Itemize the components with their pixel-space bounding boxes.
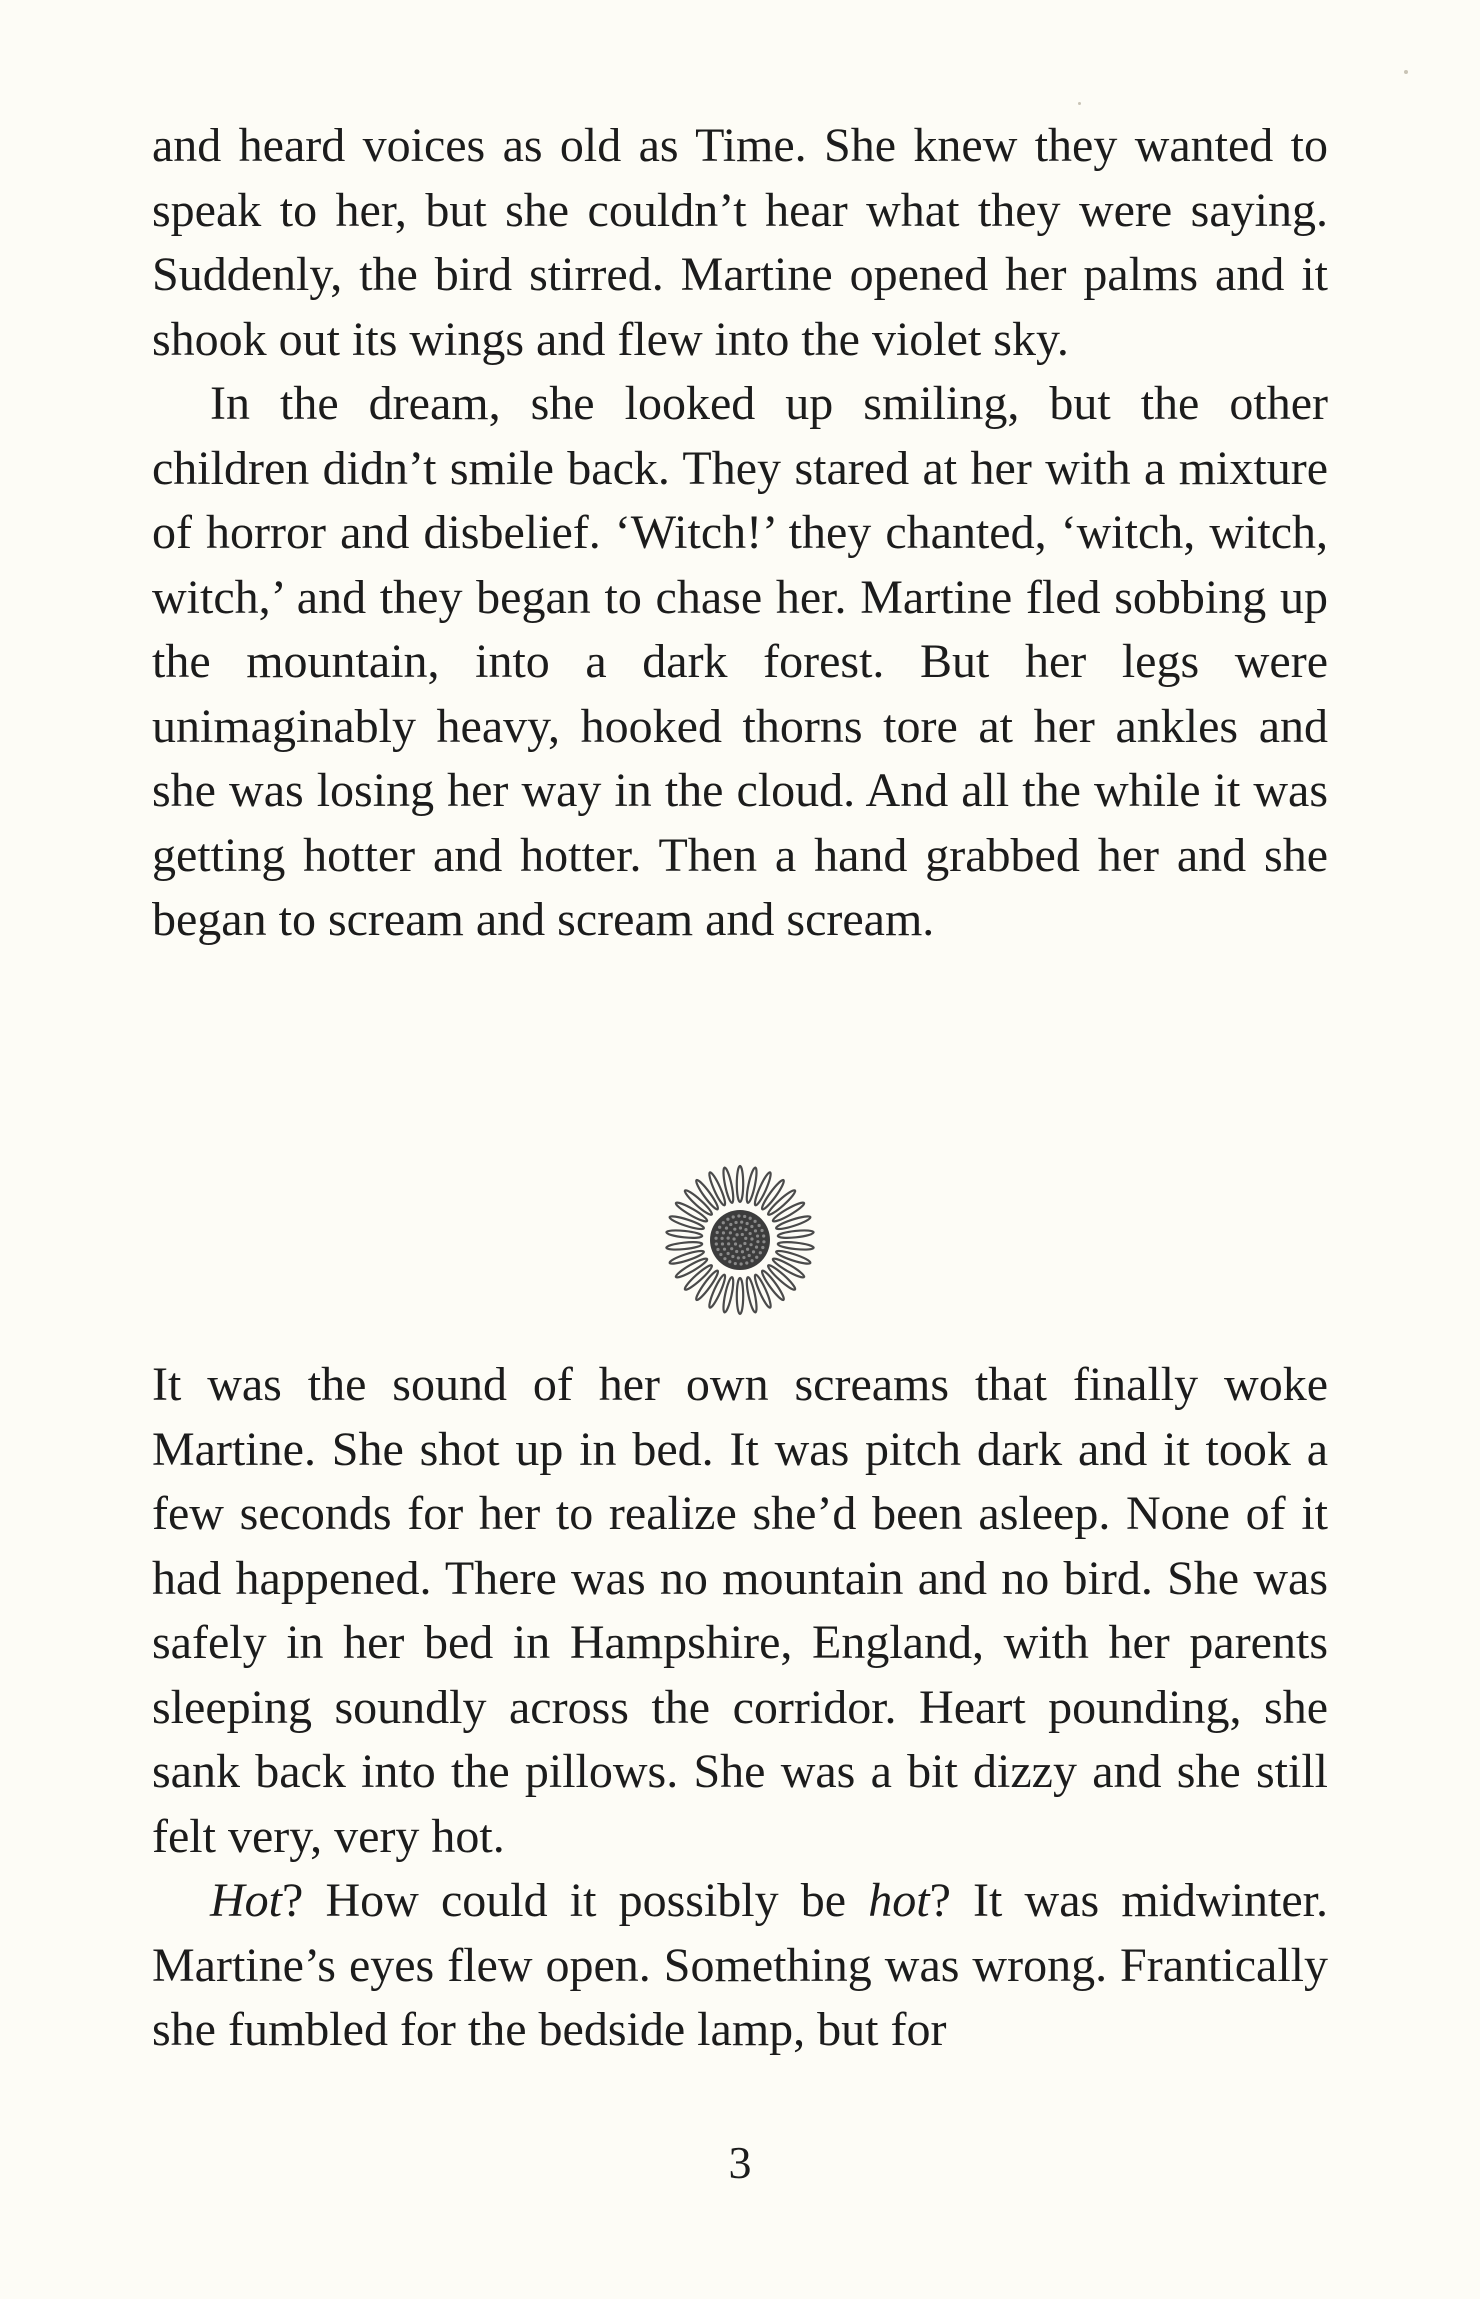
ornament-seed: [727, 1237, 730, 1240]
text-block-top: [152, 114, 1328, 953]
paragraph-p2: [152, 372, 1328, 953]
paragraph-text: In the dream, she looked up smiling, but the other children didn’t smile back. They stared at her with a mixture of horror and disbelief. ‘Witch!’ they chanted, ‘witch, witch, witch,’ and they began to chase her. Martine fled sobbing up the mountain, into a dark forest. But her legs were unimaginably heavy, hooked thorns tore at her ankles and she was losing her way in the cloud. And all the while it was getting hotter and hotter. Then a hand grabbed her and she began to scream and scream and scream.: [152, 377, 1328, 946]
ornament-petal: [777, 1229, 813, 1239]
ornament-seed: [727, 1252, 730, 1255]
ornament-seed: [752, 1250, 755, 1253]
ornament-seed: [756, 1234, 759, 1237]
page-number: 3: [728, 2137, 752, 2188]
ornament-seed: [716, 1231, 719, 1234]
ornament-seed: [731, 1255, 734, 1258]
ornament-seed: [734, 1242, 737, 1245]
ornament-seed: [722, 1221, 725, 1224]
ornament-seed: [762, 1234, 765, 1237]
ornament-seed: [721, 1242, 724, 1245]
ornament-seed: [745, 1261, 748, 1264]
ornament-seed: [716, 1248, 719, 1251]
sunflower-ornament-icon: [660, 1160, 820, 1320]
ornament-seed: [759, 1251, 762, 1254]
ornament-seed: [723, 1257, 726, 1260]
ornament-seed: [744, 1237, 747, 1240]
italic-text: hot: [868, 1874, 930, 1927]
ornament-petal: [775, 1214, 811, 1231]
ornament-seed: [750, 1237, 753, 1240]
ornament-petal: [669, 1214, 705, 1231]
ornament-seed: [741, 1233, 744, 1236]
ornament-petal: [666, 1241, 702, 1251]
ornament-seed: [739, 1262, 742, 1265]
ornament-seed: [715, 1242, 718, 1245]
ornament-seed: [749, 1232, 752, 1235]
ornament-petal: [666, 1229, 702, 1239]
ornament-petal: [775, 1249, 811, 1266]
paper-speck: [1404, 70, 1408, 74]
italic-text: Hot: [210, 1874, 282, 1927]
ornament-seed: [727, 1242, 730, 1245]
ornament-seed: [723, 1248, 726, 1251]
ornament-seed: [762, 1240, 765, 1243]
ornament-seed: [751, 1259, 754, 1262]
paragraph-text: ? How could it possibly be: [282, 1874, 869, 1927]
ornament-seed: [755, 1256, 758, 1259]
ornament-seed: [756, 1240, 759, 1243]
ornament-seed: [746, 1248, 749, 1251]
ornament-seed: [722, 1231, 725, 1234]
ornament-seed: [741, 1250, 744, 1253]
ornament-seed: [743, 1242, 746, 1245]
ornament-seed: [720, 1237, 723, 1240]
ornament-seed: [734, 1221, 737, 1224]
ornament-seed: [753, 1220, 756, 1223]
ornament-seed: [734, 1262, 737, 1265]
text-block-bottom: [152, 1353, 1328, 2063]
ornament-seed: [746, 1222, 749, 1225]
paper-speck: [1078, 102, 1081, 105]
ornament-seed: [719, 1253, 722, 1256]
paragraph-text: It was the sound of her own screams that finally woke Martine. She shot up in bed. It was pitch dark and it took a few seconds for her to realize she’d been asleep. None of it had happened. There was no mountain and no bird. She was safely in her bed in Hampshire, England, with her parents sleeping soundly across the corridor. Heart pounding, she sank back into the pillows. She was a bit dizzy and she still felt very, very hot.: [152, 1358, 1328, 1863]
ornament-seed: [739, 1244, 742, 1247]
ornament-seed: [728, 1260, 731, 1263]
ornament-seed: [758, 1224, 761, 1227]
ornament-seed: [737, 1214, 740, 1217]
ornament-petal: [777, 1241, 813, 1251]
ornament-seed: [730, 1247, 733, 1250]
ornament-seed: [744, 1228, 747, 1231]
ornament-seed: [732, 1215, 735, 1218]
ornament-seed: [743, 1215, 746, 1218]
ornament-seed: [714, 1237, 717, 1240]
ornament-seed: [718, 1226, 721, 1229]
ornament-seed: [732, 1237, 735, 1240]
ornament-seed: [755, 1246, 758, 1249]
paragraph-p1: [152, 114, 1328, 372]
ornament-seed: [733, 1228, 736, 1231]
ornament-petal: [737, 1278, 743, 1314]
ornament-seed: [739, 1226, 742, 1229]
ornament-center: [710, 1210, 770, 1270]
ornament-seed: [761, 1246, 764, 1249]
ornament-seed: [748, 1254, 751, 1257]
ornament-seed: [726, 1218, 729, 1221]
ornament-seed: [749, 1217, 752, 1220]
ornament-seed: [729, 1231, 732, 1234]
ornament-seed: [735, 1233, 738, 1236]
ornament-seed: [754, 1229, 757, 1232]
ornament-seed: [729, 1223, 732, 1226]
ornament-seed: [760, 1229, 763, 1232]
ornament-seed: [725, 1227, 728, 1230]
ornament-seed: [740, 1220, 743, 1223]
ornament-seed: [742, 1256, 745, 1259]
ornament-petal: [669, 1249, 705, 1266]
paragraph-text: and heard voices as old as Time. She knew they wanted to speak to her, but she couldn’t hear what they were saying. Suddenly, the bird stirred. Martine opened her palms and it shook out its wings and flew into the violet sky.: [152, 119, 1328, 366]
ornament-seed: [737, 1256, 740, 1259]
paragraph-text: ? It was midwinter. Martine’s eyes flew open. Something was wrong. Frantically she fumbled for the bedside lamp, but for: [152, 1874, 1329, 2056]
ornament-petal: [737, 1166, 743, 1202]
ornament-seed: [749, 1243, 752, 1246]
paragraph-p4: [152, 1869, 1328, 2063]
ornament-seed: [750, 1225, 753, 1228]
paragraph-p3: [152, 1353, 1328, 1869]
ornament-seed: [735, 1250, 738, 1253]
